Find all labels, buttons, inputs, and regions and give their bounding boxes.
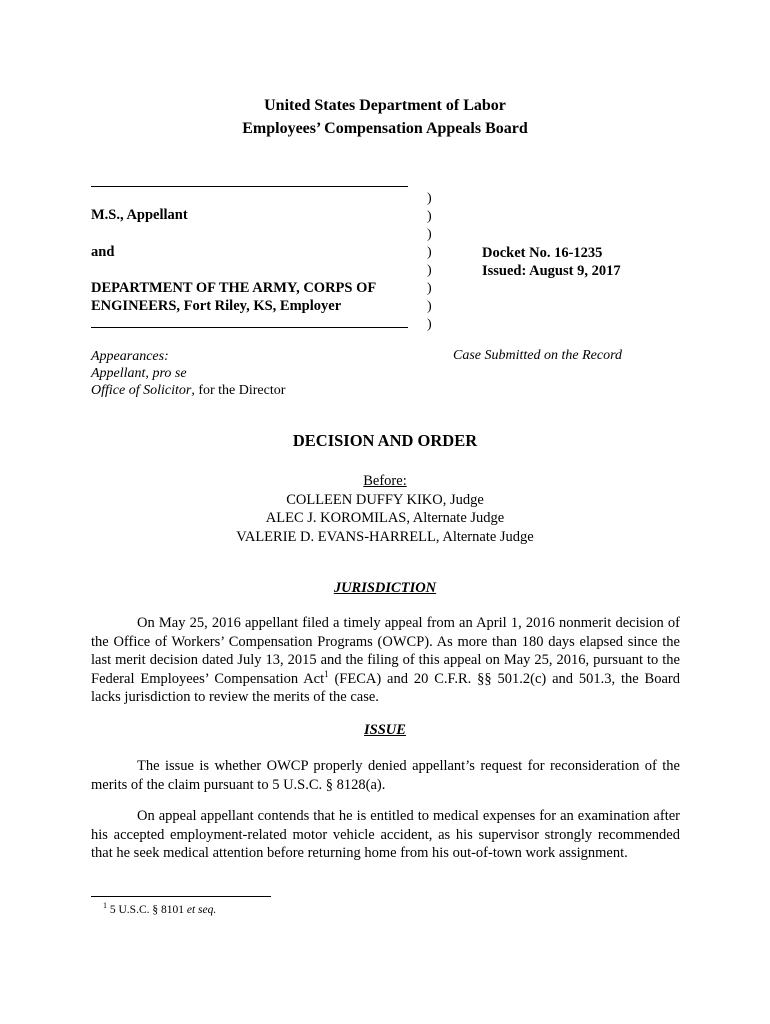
issue-paragraph-1 (91, 757, 680, 794)
before-label: Before: (363, 473, 407, 489)
case-submitted-note: Case Submitted on the Record (453, 348, 623, 363)
solicitor-name: Office of Solicitor (91, 383, 192, 398)
jurisdiction-heading: JURISDICTION (333, 580, 437, 596)
appearances-block (91, 348, 285, 399)
paren: ) (427, 317, 432, 332)
footnote-italic: et seq. (186, 904, 217, 916)
jurisdiction-paragraph (91, 614, 680, 707)
panel-block (0, 472, 770, 546)
appellant-name: M.S., Appellant (91, 207, 188, 223)
footnote (103, 901, 217, 916)
employer-block (91, 279, 411, 315)
jurisdiction-text: On May 25, 2016 appellant filed a timely appeal from an April 1, 2016 nonmerit decision of the Office of Workers’ Compensation Programs (OWCP). As more than 180 days elapsed since the last merit decision dated July 13, 2015 and the filing of this appeal on May 25, 2016, pursuant to the Federal Employees’ Compensation Act (91, 615, 680, 687)
caption-bottom-rule (91, 327, 408, 328)
paren: ) (427, 245, 432, 260)
issued-date: Issued: August 9, 2017 (482, 263, 621, 279)
paren: ) (427, 227, 432, 242)
caption-parentheses (427, 190, 437, 334)
appearances-label: Appearances: (91, 349, 169, 364)
caption-top-rule (91, 186, 408, 187)
employer-line-1: DEPARTMENT OF THE ARMY, CORPS OF (91, 280, 377, 296)
issue-paragraph-2 (91, 807, 680, 863)
footnote-reference[interactable]: 1 (324, 668, 329, 679)
paren: ) (427, 281, 432, 296)
issue-heading: ISSUE (364, 722, 406, 738)
document-header (0, 94, 770, 140)
paren: ) (427, 209, 432, 224)
judge-name: VALERIE D. EVANS-HARRELL, Alternate Judge (236, 528, 534, 545)
issue-text-2: On appeal appellant contends that he is entitled to medical expenses for an examination after his accepted employment-related motor vehicle accident, as his supervisor strongly recommended that he seek medical attention before returning home from his out-of-town work assignment. (91, 808, 680, 861)
footnote-separator (91, 896, 271, 897)
appellant-prefix: Appellant, (91, 366, 153, 381)
paren: ) (427, 191, 432, 206)
decision-title: DECISION AND ORDER (292, 431, 478, 450)
docket-info (482, 244, 621, 280)
footnote-marker: 1 (103, 901, 107, 911)
paren: ) (427, 299, 432, 314)
board-name: Employees’ Compensation Appeals Board (242, 120, 528, 137)
jurisdiction-text-continued: (FECA) and 20 C.F.R. §§ 501.2(c) and 501.3, the Board lacks jurisdiction to review the merits of the case. (91, 670, 680, 705)
judge-name: COLLEEN DUFFY KIKO, Judge (286, 491, 484, 508)
solicitor-appearance (91, 382, 285, 399)
appellant-pro-se: pro se (152, 366, 187, 381)
docket-number: Docket No. 16-1235 (482, 245, 603, 261)
employer-line-2: ENGINEERS, Fort Riley, KS, Employer (91, 298, 342, 314)
paren: ) (427, 263, 432, 278)
agency-name: United States Department of Labor (264, 97, 506, 114)
solicitor-suffix: , for the Director (191, 383, 286, 398)
issue-text-1: The issue is whether OWCP properly denied appellant’s request for reconsideration of the merits of the claim pursuant to 5 U.S.C. § 8128(a). (91, 758, 680, 793)
footnote-text: 5 U.S.C. § 8101 (107, 904, 187, 916)
judge-name: ALEC J. KOROMILAS, Alternate Judge (265, 510, 505, 526)
appellant-appearance (91, 365, 285, 382)
caption-and: and (91, 244, 115, 260)
